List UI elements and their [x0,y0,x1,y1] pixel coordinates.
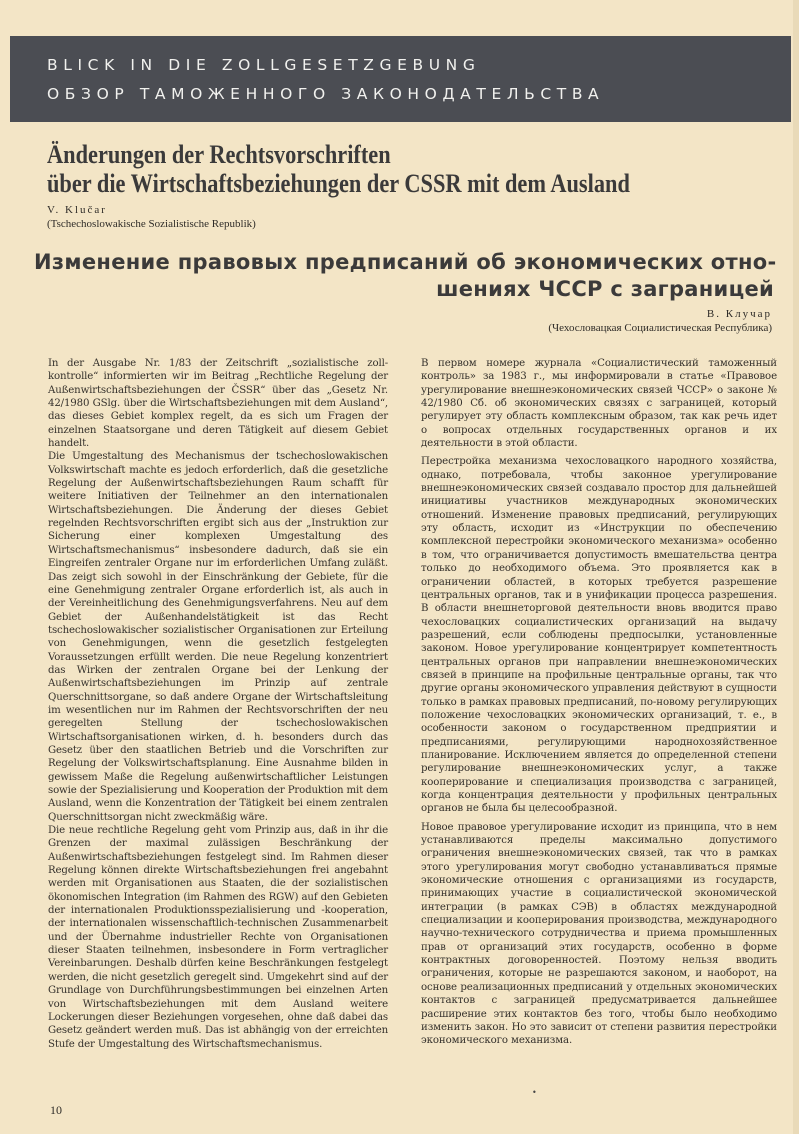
section-title-de: BLICK IN DIE ZOLLGESETZGEBUNG [47,56,481,74]
paragraph-ru: Новое правовое урегулирование исходит из принципа, что в нем устанавливаются пределы максимально допустимого ограничения внешнеэкономических связей, так что в рамках этого урегулирования могут свободно устанавливаться прямые экономические отношения с организациями из государств, принимающих участие в социалистической экономической интеграции (в рамках СЭВ) в областях международной специализации и кооперирования производства, международного научно-технического сотрудничества и приема промышленных прав от организаций этих государств, особенно в форме контрактных договоренностей. Поэтому нельзя вводить ограничения, которые не разрешаются законом, и наоборот, на основе реализационных предписаний у отдельных экономических контактов с заграницей предусматривается дальнейшее расширение этих контактов без того, чтобы было необходимо изменить закон. Но это зависит от степени развития перестройки экономического механизма. [421,821,777,1047]
article-title-ru-line2: шениях ЧССР с заграницей [436,277,774,301]
article-title-ru [34,249,777,303]
body-column-ru [421,357,777,1053]
page-edge [793,0,799,1134]
paragraph-ru: В первом номере журнала «Социалистический таможенный контроль» за 1983 г., мы информировали в статье «Правовое урегулирование внешнеэкономических связей ЧССР» о законе № 42/1980 Сб. об экономических связях с заграницей, который регулирует эту область комплексным образом, так как речь идет о вопросах отдельных государственных органов и их деятельности в этой области. [421,358,777,450]
author-affiliation-ru: (Чехословацкая Социалистическая Республика) [548,322,772,334]
article-title-de-line2: über die Wirtschaftsbeziehungen der CSSR mit dem Ausland [47,169,630,198]
section-title-ru: ОБЗОР ТАМОЖЕННОГО ЗАКОНОДАТЕЛЬСТВА [47,85,605,103]
author-name-ru: В. Клучар [706,308,772,320]
paragraph-de: In der Ausgabe Nr. 1/83 der Zeitschrift „sozialistische zoll-kontrolle“ informierten wir im Beitrag „Rechtliche Regelung der Außenwirtschaftsbeziehungen der ČSSR“ über das „Gesetz Nr. 42/1980 GSlg. über die Wirtschaftsbeziehungen mit dem Ausland“, das dieses Gebiet komplex regelt, da es sich um Fragen der einzelnen Staatsorgane und deren Tätigkeit auf diesem Gebiet handelt. [48,358,388,450]
article-title-de-line1: Änderungen der Rechtsvorschriften [47,140,391,169]
paragraph-ru: Перестройка механизма чехословацкого народного хозяйства, однако, потребовала, чтобы законное урегулирование внешнеэкономических связей создавало простор для дальнейшей инициативы участников международных экономических отношений. Изменение правовых предписаний, регулирующих эту область, исходит из «Инструкции по обеспечению комплексной перестройки экономического механизма» особенно в том, что ограничивается допустимость вмешательства центра только до необходимого объема. Это проявляется как в ограничении областей, в которых требуется разрешение центральных органов, так и в унификации процесса разрешения. В области внешнеторговой деятельности вновь вводится право чехословацких социалистических организаций на выдачу разрешений, если соблюдены предпосылки, установленные законом. Новое урегулирование концентрирует компетентность центральных органов при направлении внешнеэкономических связей в принципе на профильные центральные органы, так что другие органы экономического управления действуют в сущности только в рамках правовых предписаний, по-новому регулирующих положение чехословацких экономических организаций, т. е., в особенности законом о государственном предприятии и предписаниями, регулирующими народнохозяйственное планирование. Исключением является до определенной степени регулирование внешнеэкономических услуг, а также кооперирование и специализация производства с заграницей, когда концентрация деятельности у профильных центральных органов не была бы целесообразной. [421,456,777,815]
article-title-de [47,140,666,198]
paragraph-de: Die Umgestaltung des Mechanismus der tschechoslowakischen Volkswirtschaft machte es jedoch erforderlich, daß die gesetzliche Regelung der Außenwirtschaftsbeziehungen Raum schafft für weitere Initiativen der Teilnehmer an den internationalen Wirtschaftsbeziehungen. Die Änderung der dieses Gebiet regelnden Rechtsvorschriften ergibt sich aus der „Instruktion zur Sicherung einer komplexen Umgestaltung des Wirtschaftsmechanismus“ insbesondere dadurch, daß sie ein Eingreifen zentraler Organe nur im erforderlichen Umfang zuläßt. Das zeigt sich sowohl in der Einschränkung der Gebiete, für die eine Genehmigung zentraler Organe erforderlich ist, als auch in der Vereinheitlichung des Genehmigungsverfahrens. Neu auf dem Gebiet der Außenhandelstätigkeit ist das Recht tschechoslowakischer sozialistischer Organisationen zur Erteilung von Genehmigungen, wenn die gesetzlich festgelegten Voraussetzungen erfüllt werden. Die neue Regelung konzentriert das Wirken der zentralen Organe bei der Lenkung der Außenwirtschaftsbeziehungen im Prinzip auf zentrale Querschnittsorgane, so daß andere Organe der Wirtschaftsleitung im wesentlichen nur im Rahmen der Rechtsvorschriften der neu geregelten Stellung der tschechoslowakischen Wirtschaftsorganisationen wirken, d. h. besonders durch das Gesetz über den staatlichen Betrieb und die Vorschriften zur Regelung der Volkswirtschaftsplanung. Eine Ausnahme bilden in gewissem Maße die Regelung außenwirtschaftlicher Leistungen sowie der Spezialisierung und Kooperation der Produktion mit dem Ausland, wenn die Konzentration der Tätigkeit bei einem zentralen Querschnittsorgan nicht zweckmäßig wäre. [48,451,388,823]
author-block-ru [548,307,772,335]
body-column-de [48,357,388,1051]
end-of-article-mark: • [532,1088,537,1097]
paragraph-de: Die neue rechtliche Regelung geht vom Prinzip aus, daß in ihr die Grenzen der maximal zulässigen Beschränkung der Außenwirtschaftsbeziehungen festgelegt sind. Im Rahmen dieser Regelung können direkte Wirtschaftsbeziehungen frei angebahnt werden mit Organisationen aus Staaten, die der sozialistischen ökonomischen Integration (im Rahmen des RGW) auf den Gebieten der internationalen Produktionsspezialisierung und -kooperation, der internationalen wissenschaftlich-technischen Zusammenarbeit und der Übernahme industrieller Rechte von Organisationen dieser Staaten teilnehmen, insbesondere in Form vertraglicher Vereinbarungen. Deshalb dürfen keine Beschränkungen festgelegt werden, die nicht gesetzlich geregelt sind. Umgekehrt sind auf der Grundlage von Durchführungsbestimmungen bei einzelnen Arten von Wirtschaftsbeziehungen mit dem Ausland weitere Lockerungen dieser Beziehungen vorgesehen, ohne daß dabei das Gesetz geändert werden muß. Das ist abhängig von der erreichten Stufe der Umgestaltung des Wirtschaftsmechanismus. [48,825,388,1050]
author-name-de: V. Klučar [47,204,107,216]
section-banner [10,36,791,122]
page-number: 10 [50,1103,62,1117]
article-title-ru-line1: Изменение правовых предписаний об экономических отно- [34,250,777,274]
author-block-de [47,203,256,231]
author-affiliation-de: (Tschechoslowakische Sozialistische Republik) [47,218,256,230]
